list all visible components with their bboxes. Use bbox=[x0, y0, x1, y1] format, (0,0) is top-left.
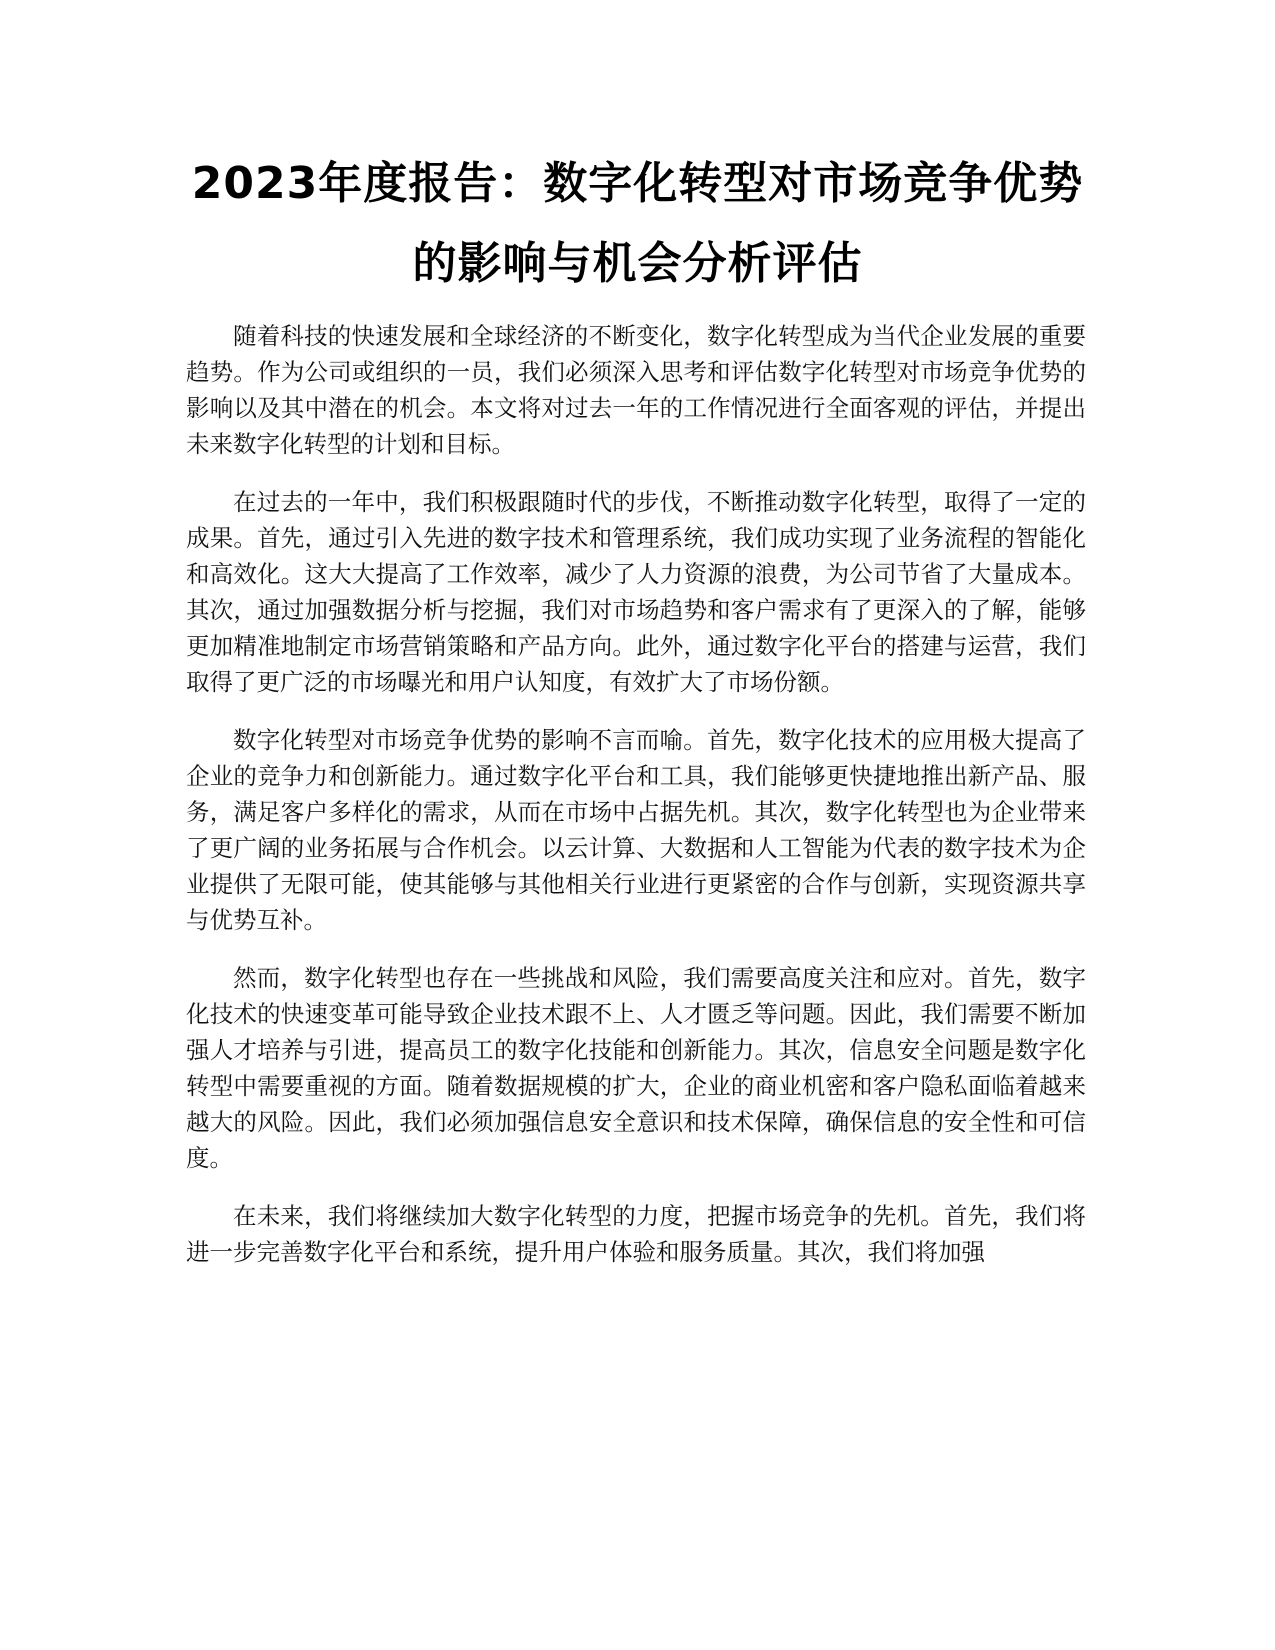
document-title-line-2: 的影响与机会分析评估 bbox=[412, 238, 863, 289]
paragraph-competitive-impact: 数字化转型对市场竞争优势的影响不言而喻。首先，数字化技术的应用极大提高了企业的竞争力和创新能力。通过数字化平台和工具，我们能够更快捷地推出新产品、服务，满足客户多样化的需求，从而在市场中占据先机。其次，数字化转型也为企业带来了更广阔的业务拓展与合作机会。以云计算、大数据和人工智能为代表的数字技术为企业提供了无限可能，使其能够与其他相关行业进行更紧密的合作与创新，实现资源共享与优势互补。 bbox=[186, 726, 1086, 934]
document-body bbox=[186, 318, 1086, 1292]
paragraph-challenges-risks: 然而，数字化转型也存在一些挑战和风险，我们需要高度关注和应对。首先，数字化技术的快速变革可能导致企业技术跟不上、人才匮乏等问题。因此，我们需要不断加强人才培养与引进，提高员工的数字化技能和创新能力。其次，信息安全问题是数字化转型中需要重视的方面。随着数据规模的扩大，企业的商业机密和客户隐私面临着越来越大的风险。因此，我们必须加强信息安全意识和技术保障，确保信息的安全性和可信度。 bbox=[186, 964, 1086, 1172]
document-title bbox=[120, 144, 1155, 304]
paragraph-intro: 随着科技的快速发展和全球经济的不断变化，数字化转型成为当代企业发展的重要趋势。作为公司或组织的一员，我们必须深入思考和评估数字化转型对市场竞争优势的影响以及其中潜在的机会。本文将对过去一年的工作情况进行全面客观的评估，并提出未来数字化转型的计划和目标。 bbox=[186, 322, 1086, 458]
paragraph-future-plans: 在未来，我们将继续加大数字化转型的力度，把握市场竞争的先机。首先，我们将进一步完善数字化平台和系统，提升用户体验和服务质量。其次，我们将加强 bbox=[186, 1202, 1086, 1266]
document-title-line-1: 2023年度报告：数字化转型对市场竞争优势 bbox=[191, 158, 1084, 209]
paragraph-past-year-results: 在过去的一年中，我们积极跟随时代的步伐，不断推动数字化转型，取得了一定的成果。首先，通过引入先进的数字技术和管理系统，我们成功实现了业务流程的智能化和高效化。这大大提高了工作效率，减少了人力资源的浪费，为公司节省了大量成本。其次，通过加强数据分析与挖掘，我们对市场趋势和客户需求有了更深入的了解，能够更加精准地制定市场营销策略和产品方向。此外，通过数字化平台的搭建与运营，我们取得了更广泛的市场曝光和用户认知度，有效扩大了市场份额。 bbox=[186, 488, 1086, 696]
